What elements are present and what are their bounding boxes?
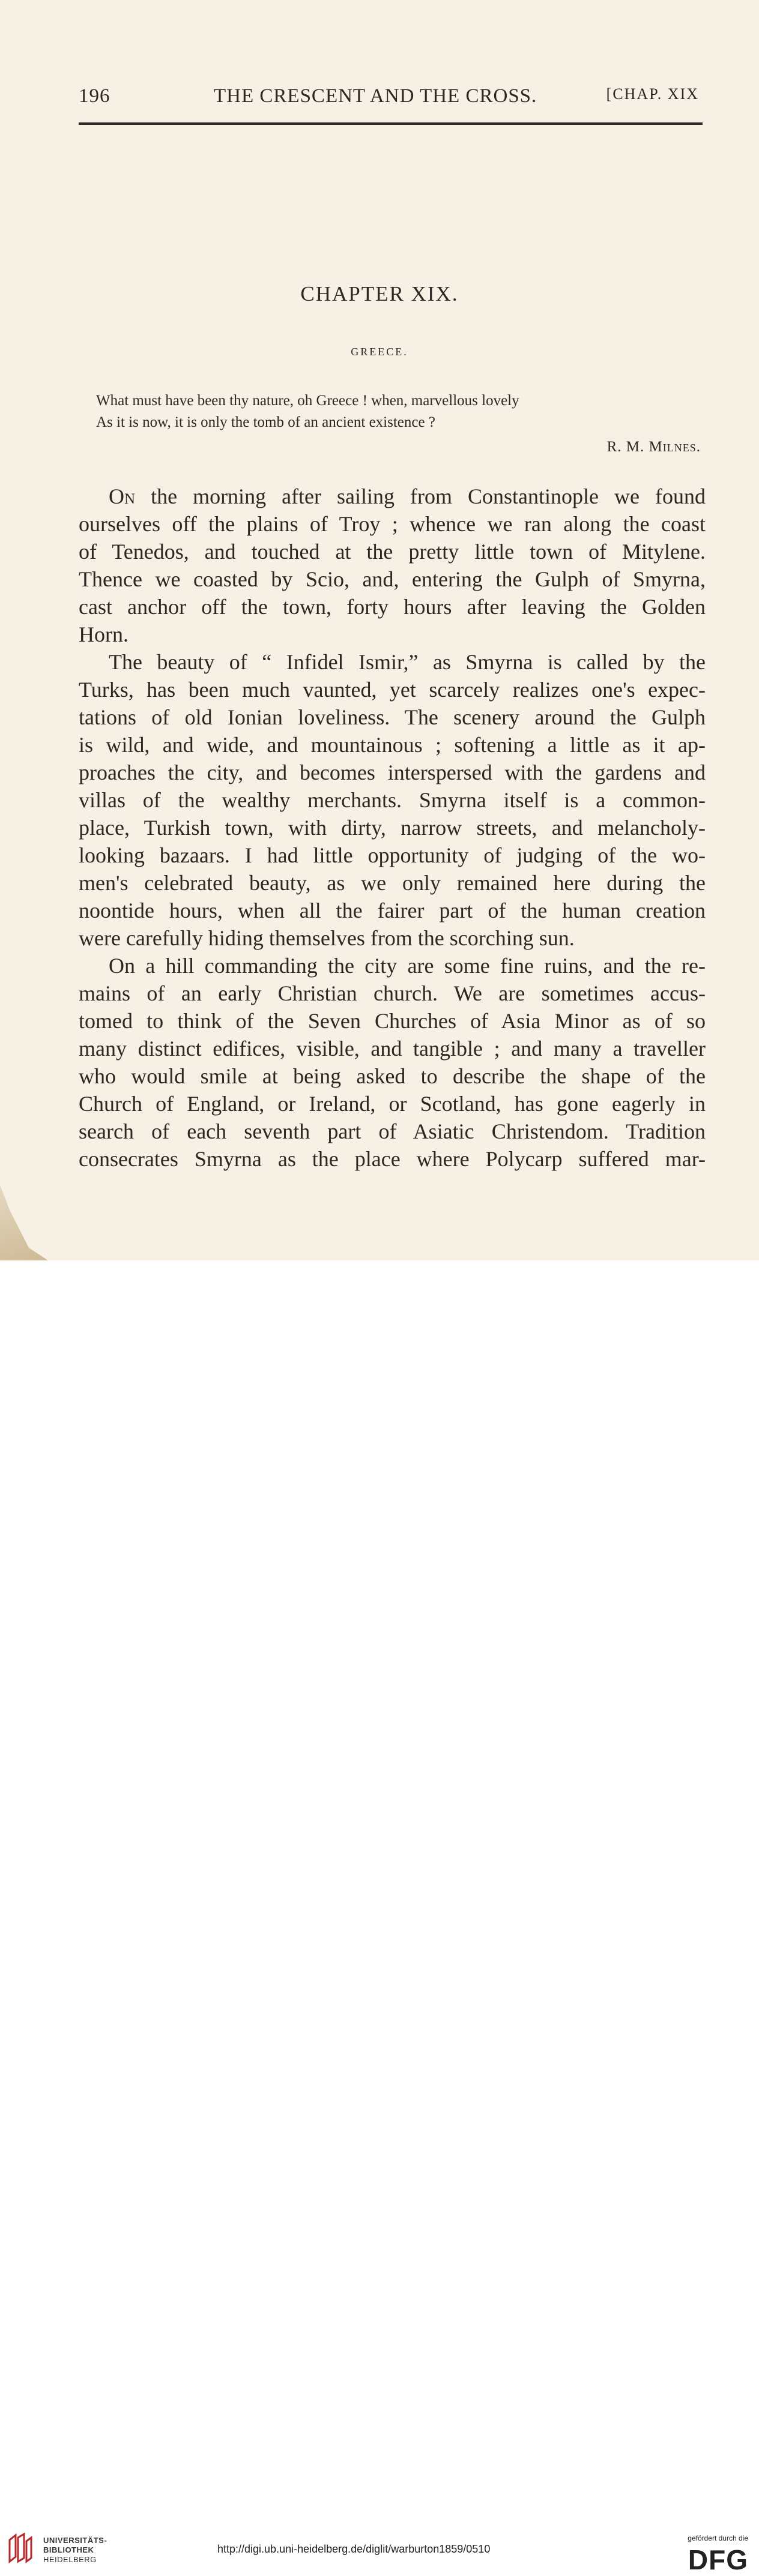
ub-heidelberg-logo-icon [7,2532,34,2564]
attribution-initials: R. M. [606,439,649,455]
epigraph-attribution [607,439,701,456]
drop-word: On [109,484,136,508]
page-edge-shadow [0,1176,48,1260]
body-line: Turks, has been much vaunted, yet scarcely realizes one's expec- [79,678,706,702]
page-number: 196 [79,85,110,107]
epigraph [96,390,519,433]
body-line: men's celebrated beauty, as we only remained here during the [79,871,706,895]
body-line: is wild, and wide, and mountainous ; softening a little as it ap- [79,733,706,757]
body-line: proaches the city, and becomes interspersed with the gardens and [79,760,706,784]
library-name-line: HEIDELBERG [43,2555,97,2564]
chapter-reference: [CHAP. XIX [606,85,699,103]
header-rule [79,122,703,125]
library-name [43,2536,107,2565]
body-line: Horn. [79,622,129,646]
chapter-heading: CHAPTER XIX. [300,282,459,305]
chapter-subtitle: GREECE. [351,346,408,358]
epigraph-line: As it is now, it is only the tomb of an ancient existence ? [96,414,435,430]
running-title: THE CRESCENT AND THE CROSS. [214,85,537,107]
epigraph-line: What must have been thy nature, oh Greece ! when, marvellous lovely [96,393,519,409]
body-line: cast anchor off the town, forty hours after leaving the Golden [79,595,706,619]
body-line: On the morning after sailing from Constantinople we found [109,484,706,508]
permalink-url[interactable]: http://digi.ub.uni-heidelberg.de/diglit/warburton1859/0510 [217,2543,491,2555]
body-line: were carefully hiding themselves from the scorching sun. [79,926,575,950]
attribution-name: Milnes. [649,439,701,455]
body-line: of Tenedos, and touched at the pretty little town of Mitylene. [79,540,706,564]
body-line: villas of the wealthy merchants. Smyrna itself is a common- [79,788,706,812]
body-line: noontide hours, when all the fairer part of the human creation [79,898,706,922]
body-line: On a hill commanding the city are some fine ruins, and the re- [109,954,706,978]
body-line: place, Turkish town, with dirty, narrow streets, and melancholy- [79,816,706,840]
dfg-logo: DFG [688,2544,748,2575]
library-name-line: UNIVERSITÄTS- [43,2536,107,2545]
viewer-footer [0,1260,759,2575]
body-line: tations of old Ionian loveliness. The scenery around the Gulph [79,705,706,729]
body-line: consecrates Smyrna as the place where Polycarp suffered mar- [79,1147,706,1171]
body-line: who would smile at being asked to describe the shape of the [79,1064,706,1088]
running-head [79,85,705,115]
funded-by-label: gefördert durch die [688,2534,748,2542]
body-line: ourselves off the plains of Troy ; whence we ran along the coast [79,512,706,536]
library-name-line: BIBLIOTHEK [43,2545,94,2554]
book-page [0,0,759,1260]
body-line: tomed to think of the Seven Churches of Asia Minor as of so [79,1009,706,1033]
body-line: Thence we coasted by Scio, and, entering the Gulph of Smyrna, [79,567,706,591]
body-line: many distinct edifices, visible, and tangible ; and many a traveller [79,1037,706,1061]
body-line: Church of England, or Ireland, or Scotland, has gone eagerly in [79,1092,706,1116]
body-line: search of each seventh part of Asiatic Christendom. Tradition [79,1119,706,1143]
body-line: The beauty of “ Infidel Ismir,” as Smyrna is called by the [109,650,706,674]
body-line: looking bazaars. I had little opportunity of judging of the wo- [79,843,706,867]
body-text [79,483,706,1173]
body-line: mains of an early Christian church. We are sometimes accus- [79,981,706,1005]
